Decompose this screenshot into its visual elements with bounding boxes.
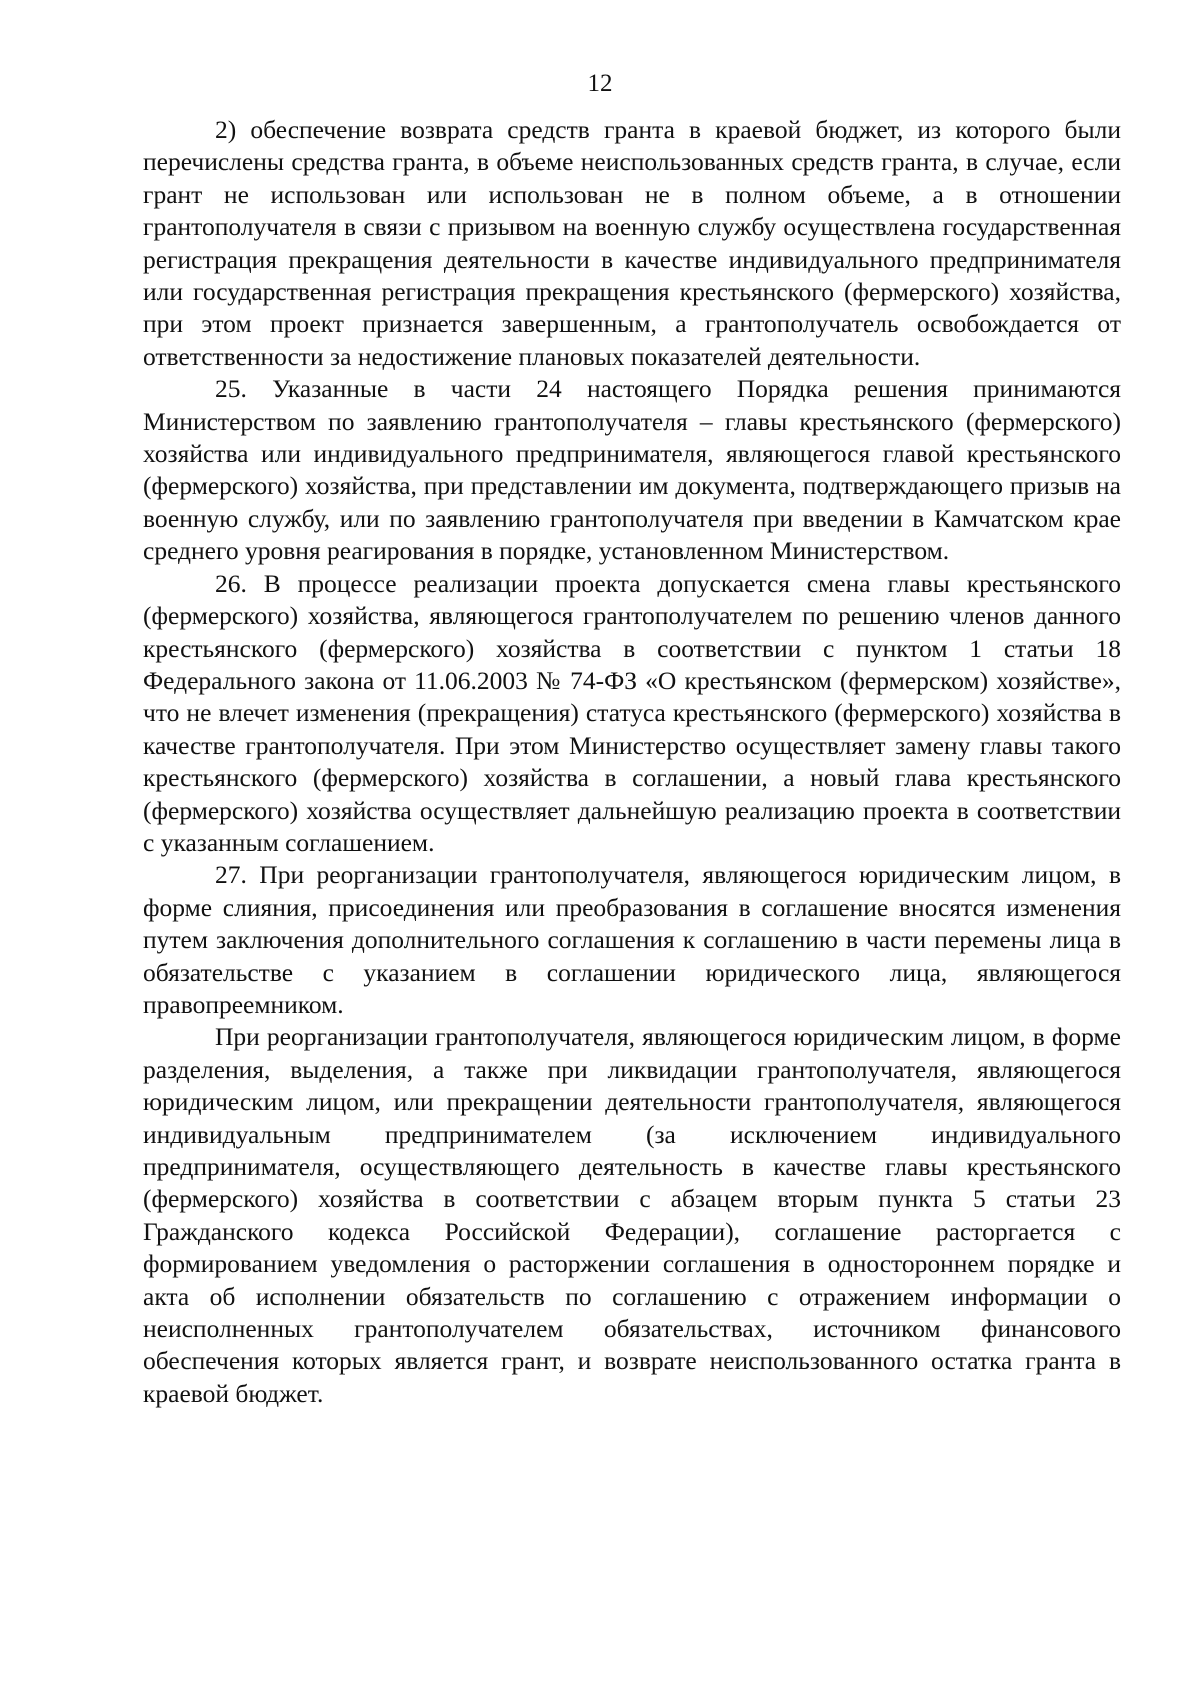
paragraph-26: 26. В процессе реализации проекта допускается смена главы крестьянского (фермерского) хозяйства, являющегося грантополучателем по решению членов данного крестьянского (фермерского) хозяйства в соответствии с пунктом 1 статьи 18 Федерального закона от 11.06.2003 № 74-ФЗ «О крестьянском (фермерском) хозяйстве», что не влечет изменения (прекращения) статуса крестьянского (фермерского) хозяйства в качестве грантополучателя. При этом Министерство осуществляет замену главы такого крестьянского (фермерского) хозяйства в соглашении, а новый глава крестьянского (фермерского) хозяйства осуществляет дальнейшую реализацию проекта в соответствии с указанным соглашением. xyxy=(143,568,1121,857)
page-number: 12 xyxy=(587,70,613,97)
document-body xyxy=(143,114,1121,1410)
paragraph-27: 27. При реорганизации грантополучателя, являющегося юридическим лицом, в форме слияния, присоединения или преобразования в соглашение вносятся изменения путем заключения дополнительного соглашения к соглашению в части перемены лица в обязательстве с указанием в соглашении юридического лица, являющегося правопреемником. xyxy=(143,860,1121,1019)
paragraph-27-continued: При реорганизации грантополучателя, являющегося юридическим лицом, в форме разделения, выделения, а также при ликвидации грантополучателя, являющегося юридическим лицом, или прекращении деятельности грантополучателя, являющегося индивидуальным предпринимателем (за исключением индивидуального предпринимателя, осуществляющего деятельность в качестве главы крестьянского (фермерского) хозяйства в соответствии с абзацем вторым пункта 5 статьи 23 Гражданского кодекса Российской Федерации), соглашение расторгается с формированием уведомления о расторжении соглашения в одностороннем порядке и акта об исполнении обязательств по соглашению с отражением информации о неисполненных грантополучателем обязательствах, источником финансового обеспечения которых является грант, и возврате неиспользованного остатка гранта в краевой бюджет. xyxy=(143,1022,1121,1408)
paragraph-25: 25. Указанные в части 24 настоящего Порядка решения принимаются Министерством по заявлению грантополучателя – главы крестьянского (фермерского) хозяйства или индивидуального предпринимателя, являющегося главой крестьянского (фермерского) хозяйства, при представлении им документа, подтверждающего призыв на военную службу, или по заявлению грантополучателя при введении в Камчатском крае среднего уровня реагирования в порядке, установленном Министерством. xyxy=(143,374,1121,566)
paragraph-item-2: 2) обеспечение возврата средств гранта в краевой бюджет, из которого были перечислены средства гранта, в объеме неиспользованных средств гранта, в случае, если грант не использован или использован не в полном объеме, а в отношении грантополучателя в связи с призывом на военную службу осуществлена государственная регистрация прекращения деятельности в качестве индивидуального предпринимателя или государственная регистрация прекращения крестьянского (фермерского) хозяйства, при этом проект признается завершенным, а грантополучатель освобождается от ответственности за недостижение плановых показателей деятельности. xyxy=(143,115,1121,371)
